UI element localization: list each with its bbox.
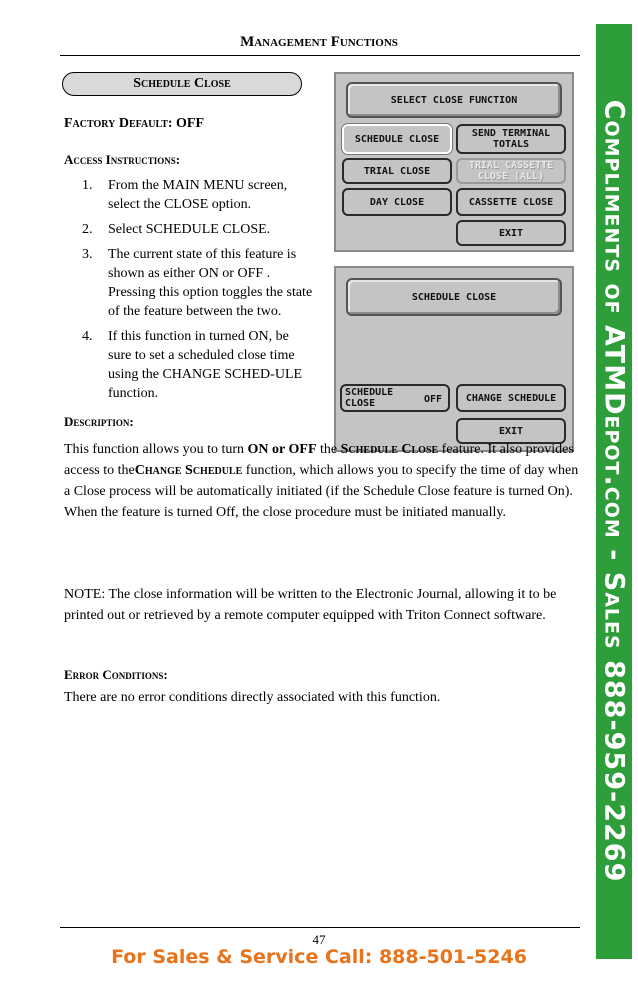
schedule-close-title: SCHEDULE CLOSE: [346, 278, 562, 316]
side-banner-text: Compliments of ATMDepot.com - Sales 888-959-2269: [598, 99, 630, 883]
description-function-name: Change Schedule: [134, 463, 243, 478]
list-item: [64, 327, 314, 403]
day-close-button[interactable]: DAY CLOSE: [342, 188, 452, 216]
change-schedule-button[interactable]: CHANGE SCHEDULE: [456, 384, 566, 412]
description-text: the: [320, 442, 338, 457]
select-close-function-screen: [334, 72, 574, 252]
factory-default-label: Factory Default:: [64, 116, 173, 131]
schedule-close-toggle-button[interactable]: [340, 384, 450, 412]
error-conditions-heading: Error Conditions:: [64, 667, 168, 682]
step-text: If this function in turned ON, be sure to set a scheduled close time using the CHANGE SCHED-ULE function.: [108, 329, 303, 401]
schedule-close-label: SCHEDULE CLOSE: [345, 387, 394, 409]
list-item: [64, 245, 314, 321]
description-text: function, which allows you to specify the time of day when a Close process will be automatically initiated (if the Schedule Close feature is turned On). When the feature is turned Off, the close procedure must be initiated manually.: [64, 463, 579, 520]
description-text: feature. It also provides access to the: [64, 442, 574, 478]
factory-default: [64, 116, 204, 132]
note-paragraph: NOTE: The close information will be written to the Electronic Journal, allowing it to be printed out or retrieved by a remote computer equipped with Triton Connect software.: [64, 587, 557, 623]
section-title: Schedule Close: [133, 76, 231, 91]
description-bold: ON or OFF: [247, 442, 317, 457]
footer-sales-call: For Sales & Service Call: 888-501-5246: [111, 946, 527, 968]
cassette-close-button[interactable]: CASSETTE CLOSE: [456, 188, 566, 216]
page-number: 47: [312, 932, 326, 947]
exit-button[interactable]: EXIT: [456, 418, 566, 444]
description-feature-name: Schedule Close: [340, 442, 439, 457]
trial-cassette-close-button: TRIAL CASSETTE CLOSE (ALL): [456, 158, 566, 184]
description-text: This function allows you to turn: [64, 442, 245, 457]
schedule-close-button[interactable]: SCHEDULE CLOSE: [342, 124, 452, 154]
step-number: 4.: [82, 329, 93, 344]
step-text: From the MAIN MENU screen, select the CLOSE option.: [108, 178, 288, 212]
factory-default-value: OFF: [176, 116, 205, 131]
schedule-close-screen: [334, 266, 574, 452]
send-terminal-totals-button[interactable]: SEND TERMINAL TOTALS: [456, 124, 566, 154]
description-heading: Description:: [64, 414, 134, 429]
list-item: [64, 176, 314, 214]
list-item: [64, 220, 314, 239]
step-number: 1.: [82, 178, 93, 193]
access-instructions-heading: Access Instructions:: [64, 152, 181, 167]
side-banner: [596, 24, 632, 959]
step-number: 3.: [82, 247, 93, 262]
select-close-function-title: SELECT CLOSE FUNCTION: [346, 82, 562, 118]
trial-close-button[interactable]: TRIAL CLOSE: [342, 158, 452, 184]
step-text: Select SCHEDULE CLOSE.: [108, 222, 271, 237]
header-divider: [60, 55, 580, 56]
access-steps-list: [64, 176, 314, 409]
step-text: The current state of this feature is shown as either ON or OFF . Pressing this option toggles the state of the feature between the two.: [108, 247, 313, 319]
schedule-close-state: OFF: [423, 394, 442, 405]
footer-divider: [60, 927, 580, 928]
step-number: 2.: [82, 222, 93, 237]
description-paragraph: [64, 439, 584, 523]
error-conditions-text: There are no error conditions directly associated with this function.: [64, 690, 441, 705]
exit-button[interactable]: EXIT: [456, 220, 566, 246]
section-title-pill: [62, 72, 302, 96]
page-header-title: Management Functions: [240, 34, 398, 50]
